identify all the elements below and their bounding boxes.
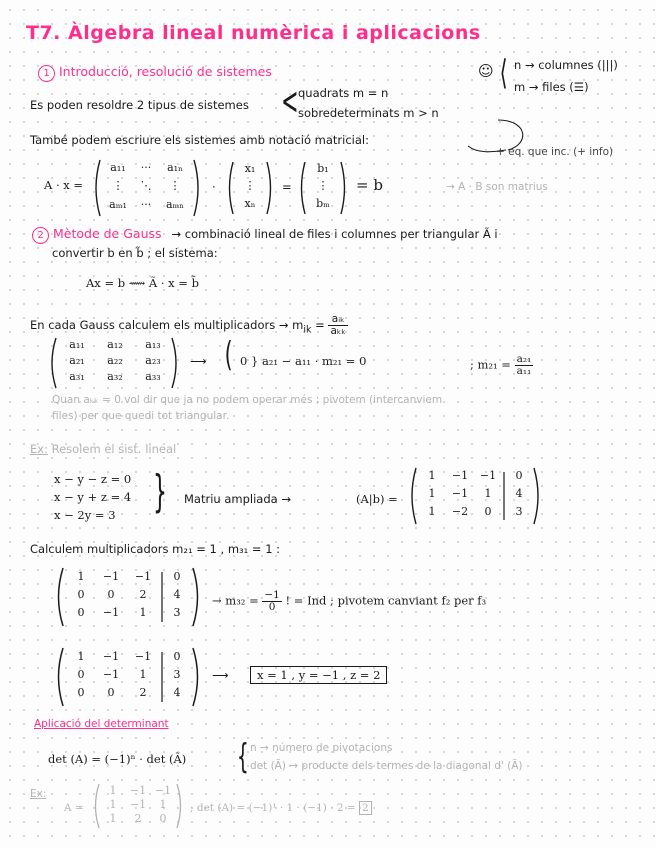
cell: a₃₁ [69,370,85,383]
frac-den: aₖₖ [330,325,346,338]
cell: aₘ₁ [109,198,127,211]
cell: 1 [109,812,117,825]
cell: 1 [139,668,147,681]
m32-rest: ! = Ind ; pivotem canviant f₂ per f₃ [285,593,487,608]
cell: 1 [77,650,85,663]
m32-expression [212,590,486,613]
cell: ⋮ [244,179,256,192]
det-calc-text: ; det (A) = (−1)¹ · 1 · (−1) · 2 = [190,802,356,814]
section-1-number: 1 [38,65,55,82]
frac-num: a₂₁ [516,353,532,365]
frac-num: aᵢₖ [328,314,347,326]
cell: a₂₁ [69,354,85,367]
cell: 3 [515,505,523,518]
example-label: Ex: [30,442,48,456]
cell: −1 [479,469,497,482]
solution-box: x = 1 , y = −1 , z = 2 [250,666,387,684]
equals-sign: = [282,180,292,194]
side-note-rows: m → files (☰) [514,80,589,94]
det-note-diagonal: det (Ã) → producte dels termes de la diagonal d' (Ã) [250,760,523,772]
matrices-note: → A · B son matrius [446,181,548,193]
cell: 4 [515,487,523,500]
cell: 2 [139,588,147,601]
cell: 3 [173,668,181,681]
multiplier-fraction [328,314,347,337]
m32-fraction [262,590,281,613]
step-1-matrix [54,566,202,628]
cell: 1 [139,606,147,619]
cell: −1 [102,650,120,663]
section-1-heading [38,64,272,82]
section-2-number: 2 [32,227,49,244]
cell: ⋮ [112,179,124,192]
cell: a₁₂ [107,338,123,351]
example-2-matrix [92,782,184,830]
m21-expression [470,354,533,377]
Ab-label: (A|b) = [356,492,398,506]
cell: 1 [109,784,117,797]
equation-3: x − 2y = 3 [54,508,116,522]
section-2-subtitle: → combinació lineal de files i columnes per triangular Ã i [171,227,498,241]
gauss-transform: Ax = b ⟿ Ã · x = b̃ [86,276,199,290]
step-2-matrix [54,646,202,708]
cell: a₃₂ [107,370,123,383]
cell: xₙ [244,197,256,210]
cell: a₁₁ [110,161,126,174]
cell: −1 [451,469,469,482]
det-result: 2 [359,801,372,815]
margin-note: + eq. que inc. (+ info) [496,146,614,158]
cell: ··· [140,198,152,211]
cell: 0 [484,505,492,518]
section-1-title: Introducció, resolució de sistemes [59,64,272,79]
zero-expression: 0 } a₂₁ − a₁₁ · m₂₁ = 0 [240,354,367,368]
matrix-3x3-general [48,336,180,390]
cell: ··· [140,161,152,174]
cell: 1 [109,798,117,811]
cell: 0 [77,588,85,601]
smiley-icon: ☺ [478,62,494,80]
arrow-icon: ⟶ [212,668,229,682]
pivot-note-line-1: Quan aₖₖ = 0 vol dir que ja no podem operar més ; pivotem (intercanviem [52,394,443,406]
cell: a₂₂ [107,354,123,367]
gauss-convert-text: convertir b en b̃ ; el sistema: [52,246,218,260]
case-overdetermined: sobredeterminats m > n [298,106,439,120]
cell: 4 [173,588,181,601]
equation-2: x − y + z = 4 [54,490,132,504]
vector-b [298,160,348,216]
cell: a₃₃ [145,370,161,383]
case-square: quadrats m = n [298,86,389,100]
cell: 1 [428,505,436,518]
cell: −1 [102,668,120,681]
cell: a₁ₙ [167,161,183,174]
equation-1: x − y − z = 0 [54,472,132,486]
system-brace-icon: } [153,466,167,517]
section-2-title: Mètode de Gauss [53,226,162,241]
cell: 2 [134,812,142,825]
example-title: Resolem el sist. lineal [51,442,177,456]
cell: 0 [173,650,181,663]
arrow-icon: ⟶ [190,354,207,368]
calc-multipliers-text: Calculem multiplicadors m₂₁ = 1 , m₃₁ = 1 : [30,542,281,556]
example-2-label: Ex: [30,788,47,800]
frac-num: −1 [264,589,280,601]
cell: 0 [77,686,85,699]
less-than-brace-icon: < [281,79,299,123]
multipliers-text: En cada Gauss calculem els multiplicadors → $m_{ik}$ = $\frac{\text{aᵢₖ}}{\text{aₖₖ}}$ [30,313,346,338]
A-label: A = [64,802,84,814]
angle-bracket-icon: ⟨ [499,53,508,93]
cell: −1 [129,784,147,797]
vector-x [226,160,274,216]
m21-fraction [515,354,534,377]
multiplier-subscript: ik [303,324,312,336]
cell: 0 [515,469,523,482]
det-note-pivots: n → número de pivotacions [250,742,393,754]
matrix-notation-text: També podem escriure els sistemes amb notació matricial: [30,133,369,147]
cell: ⋮ [317,179,329,192]
cell: 2 [139,686,147,699]
cell: 1 [428,487,436,500]
cell: 3 [173,606,181,619]
dot-operator: · [212,180,216,194]
cell: 1 [428,469,436,482]
cell: bₘ [316,197,330,210]
open-paren-icon: ( [224,335,233,375]
cell: −1 [154,784,172,797]
page-title: T7. Àlgebra lineal numèrica i aplicacions [26,22,481,44]
example-1-heading [30,442,176,456]
side-note-columns: n → columnes (|||) [514,58,618,72]
pivot-note-line-2: files) per que quedi tot triangular. [52,410,230,422]
multipliers-label: En cada Gauss calculem els multiplicadors → m [30,318,304,333]
cell: 1 [484,487,492,500]
cell: x₁ [244,162,256,175]
cell: 0 [107,686,115,699]
augmented-matrix [408,466,542,526]
frac-den: a₁₁ [516,365,532,378]
det-formula: det (A) = (−1)ⁿ · det (Ã) [48,752,187,766]
cell: ⋱ [140,179,152,192]
cell: a₂₃ [145,354,161,367]
brace-icon: { [236,737,249,777]
section-2-heading [32,226,498,244]
cell: aₘₙ [165,198,185,211]
cell: 0 [107,588,115,601]
ax-label: A · x = [44,178,84,192]
cell: 0 [77,606,85,619]
cell: b₁ [317,162,329,175]
cell: 0 [77,668,85,681]
cell: 0 [159,812,167,825]
det-calculation [190,802,372,814]
matrix-A-general [92,158,202,218]
cell: a₁₃ [145,338,161,351]
cell: 1 [159,798,167,811]
cell: −1 [102,570,120,583]
eq-b: = b [356,176,383,194]
cell: 1 [77,570,85,583]
m32-label: → m₃₂ = [212,593,259,608]
cell: −1 [134,570,152,583]
cell: −1 [129,798,147,811]
determinant-heading: Aplicació del determinant [34,718,169,730]
cell: −1 [102,606,120,619]
cell: ⋮ [169,179,181,192]
cell: −2 [451,505,469,518]
cell: a₁₁ [69,338,85,351]
cell: −1 [134,650,152,663]
m21-label: ; m₂₁ = [470,357,511,372]
cell: −1 [451,487,469,500]
systems-types-text: Es poden resoldre 2 tipus de sistemes [30,98,249,112]
cell: 0 [173,570,181,583]
frac-den: 0 [268,601,276,614]
cell: 4 [173,686,181,699]
augmented-matrix-label: Matriu ampliada → [184,492,291,506]
